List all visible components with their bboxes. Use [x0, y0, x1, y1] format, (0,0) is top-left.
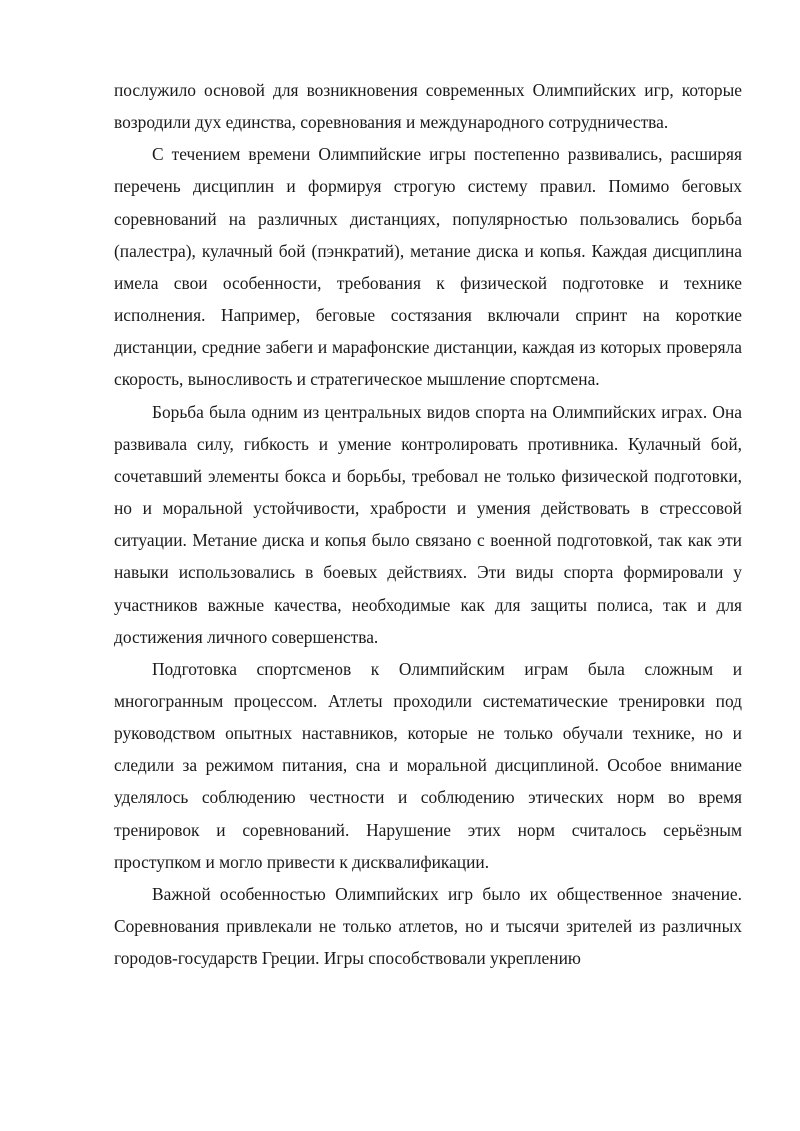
paragraph-training: Подготовка спортсменов к Олимпийским играм была сложным и многогранным процессом. Атлеты проходили систематические тренировки под руководством опытных наставников, которые не только обучали технике, но и следили за режимом питания, сна и моральной дисциплиной. Особое внимание уделялось соблюдению честности и соблюдению этических норм во время тренировок и соревнований. Нарушение этих норм считалось серьёзным проступком и могло привести к дисквалификации.: [114, 658, 742, 872]
paragraph-social-significance: Важной особенностью Олимпийских игр было их общественное значение. Соревнования привлекали не только атлетов, но и тысячи зрителей из различных городов-государств Греции. Игры способствовали укреплению: [114, 883, 742, 969]
paragraph-disciplines: С течением времени Олимпийские игры постепенно развивались, расширяя перечень дисциплин и формируя строгую систему правил. Помимо беговых соревнований на различных дистанциях, популярностью пользовались борьба (палестра), кулачный бой (пэнкратий), метание диска и копья. Каждая дисциплина имела свои особенности, требования к физической подготовке и технике исполнения. Например, беговые состязания включали спринт на короткие дистанции, средние забеги и марафонские дистанции, каждая из которых проверяла скорость, выносливость и стратегическое мышление спортсмена.: [114, 144, 742, 390]
paragraph-wrestling: Борьба была одним из центральных видов спорта на Олимпийских играх. Она развивала силу, гибкость и умение контролировать противника. Кулачный бой, сочетавший элементы бокса и борьбы, требовал не только физической подготовки, но и моральной устойчивости, храбрости и умения действовать в стрессовой ситуации. Метание диска и копья было связано с военной подготовкой, так как эти навыки использовались в боевых действиях. Эти виды спорта формировали у участников важные качества, необходимые как для защиты полиса, так и для достижения личного совершенства.: [114, 401, 742, 647]
paragraph-continuation: послужило основой для возникновения современных Олимпийских игр, которые возродили дух единства, соревнования и международного сотрудничества.: [114, 80, 742, 133]
document-body: [114, 74, 742, 974]
